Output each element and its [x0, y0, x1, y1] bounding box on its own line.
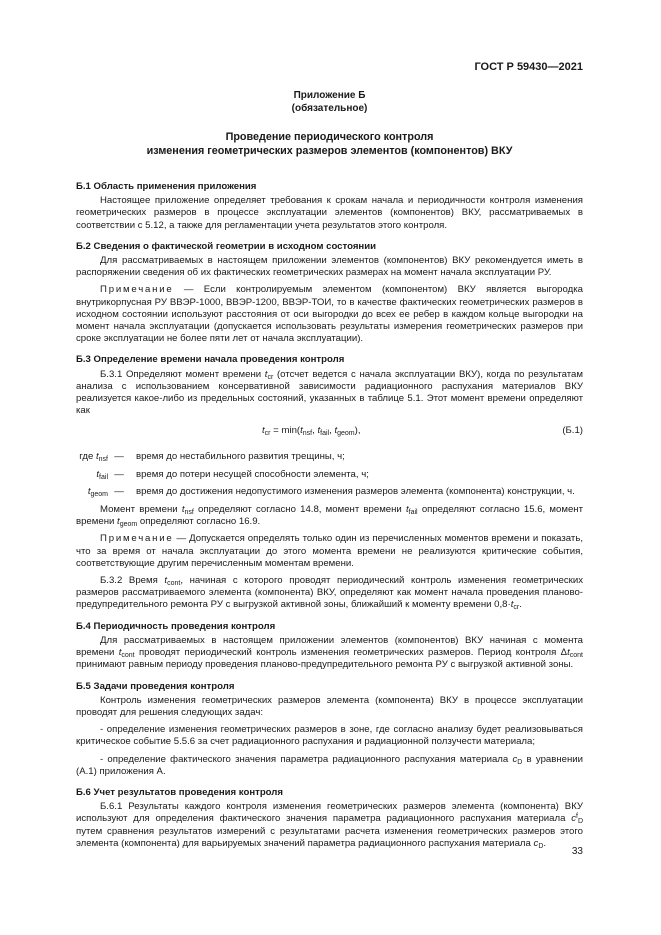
section-heading-b3: Б.3 Определение времени начала проведения контроля — [76, 354, 345, 366]
appendix-title — [76, 130, 583, 158]
legend-row-nsf: где $t_{nsf}$ — время до нестабильного развития трещины, ч; — [79, 451, 345, 464]
paragraph-b3-moments: Момент времени $t_{nsf}$ определяют согласно 14.8, момент времени $t_{fail}$ определяют согласно 15.6, момент времени $t_{geom}$ определяют согласно 16.9. — [76, 504, 583, 529]
section-heading-b5: Б.5 Задачи проведения контроля — [76, 680, 235, 692]
list-item-b5-1: - определение изменения геометрических размеров в зоне, где согласно анализу будет реализовываться критическое событие 5.5.6 за счет радиационного распухания и радиационной ползучести материала; — [76, 724, 583, 748]
page-content — [76, 90, 583, 855]
section-heading-b6: Б.6 Учет результатов проведения контроля — [76, 786, 283, 798]
formula-b1 — [76, 423, 583, 441]
paragraph-b5: Контроль изменения геометрических размеров элемента (компонента) ВКУ в процессе эксплуатации проводят для решения следующих задач: — [76, 694, 583, 718]
paragraph-b2: Для рассматриваемых в настоящем приложении элементов (компонентов) ВКУ рекомендуется иметь в распоряжении сведения об их фактических геометрических размерах на момент начала эксплуатации РУ. — [76, 255, 583, 279]
title-line-1: Проведение периодического контроля — [225, 131, 434, 143]
formula-legend — [48, 451, 583, 498]
paragraph-b3-1: Б.3.1 Определяют момент времени $t_{cr}$ (отсчет ведется с начала эксплуатации ВКУ), когда по результатам анализа с использованием консервативной зависимости радиационного распухания материалов ВКУ реализуется какое-либо из предельных состояний, указанных в таблице 5.1. Этот момент времени определяют как — [76, 368, 583, 417]
section-heading-b4: Б.4 Периодичность проведения контроля — [76, 620, 276, 632]
formula-expression: $t_{cr} = \min(t_{nsf}$, $t_{fail}$, $t_{geom}$), — [262, 425, 361, 438]
appendix-status: (обязательное) — [291, 102, 368, 114]
note-b3: Примечание — Допускается определять только один из перечисленных моментов времени и показать, что за время от начала эксплуатации до этого момента времени не реализуются критические события, соответствующие другим перечисленным моментам времени. — [76, 533, 583, 569]
document-id: ГОСТ Р 59430—2021 — [474, 61, 583, 73]
appendix-label: Приложение Б — [293, 90, 366, 101]
list-item-b5-2: - определение фактического значения параметра радиационного распухания материала $c_D$ в уравнении (А.1) приложения А. — [76, 753, 583, 777]
paragraph-b4: Для рассматриваемых в настоящем приложении элементов (компонентов) ВКУ начиная с момента времени $t_{cont}$ проводят периодический контроль изменения геометрических размеров. Период контроля $\Delta t_{cont}$ принимают равным периоду проведения планово-предупредительного ремонта РУ с выгрузкой активной зоны. — [76, 634, 583, 671]
paragraph-b1: Настоящее приложение определяет требования к срокам начала и периодичности контроля изменения геометрических размеров в процессе эксплуатации элементов (компонентов) ВКУ, рассматриваемых в соответствии с 5.12, а также для регламентации учета результатов этого контроля. — [76, 195, 583, 231]
legend-row-fail: $t_{fail}$ — время до потери несущей способности элемента, ч; — [96, 468, 369, 481]
section-heading-b1: Б.1 Область применения приложения — [76, 181, 257, 192]
paragraph-b3-2: Б.3.2 Время $t_{cont}$, начиная с которого проводят периодический контроль изменения геометрических размеров рассматриваемого элемента (компонента) ВКУ, определяют как момент начала проведения планово-предупредительного ремонта РУ с выгрузкой активной зоны, ближайший к моменту времени $0,8\cdot t_{cr}$. — [76, 575, 583, 612]
formula-number: (Б.1) — [562, 425, 583, 437]
paragraph-b6-1: Б.6.1 Результаты каждого контроля изменения геометрических размеров элемента (компонента) ВКУ используют для определения фактического значения параметра радиационного распухания материала $c^f_D$ путем сравнения результатов измерений с результатами расчета изменения геометрических размеров этого элемента (компонента) для варьируемых значений параметра радиационного распухания материала $c_D$. — [76, 801, 583, 850]
title-line-2: изменения геометрических размеров элементов (компонентов) ВКУ — [146, 145, 513, 157]
note-b2: Примечание — Если контролируемым элементом (компонентом) ВКУ является выгородка внутрикорпусная РУ ВВЭР-1000, ВВЭР-1200, ВВЭР-ТОИ, то в качестве фактических геометрических размеров в исходном состоянии используют расстояния от оси выгородки до всех ее ребер в каждом кольце выгородки на момент начала эксплуатации (допускается использовать результаты измерения геометрических размеров при сроке эксплуатации не более пяти лет от начала эксплуатации). — [76, 284, 583, 345]
section-heading-b2: Б.2 Сведения о фактической геометрии в исходном состоянии — [76, 240, 377, 252]
legend-row-geom: $t_{geom}$ — время до достижения недопустимого изменения размеров элемента (компонента) конструкции, ч. — [87, 485, 575, 498]
page-number: 33 — [571, 846, 583, 857]
